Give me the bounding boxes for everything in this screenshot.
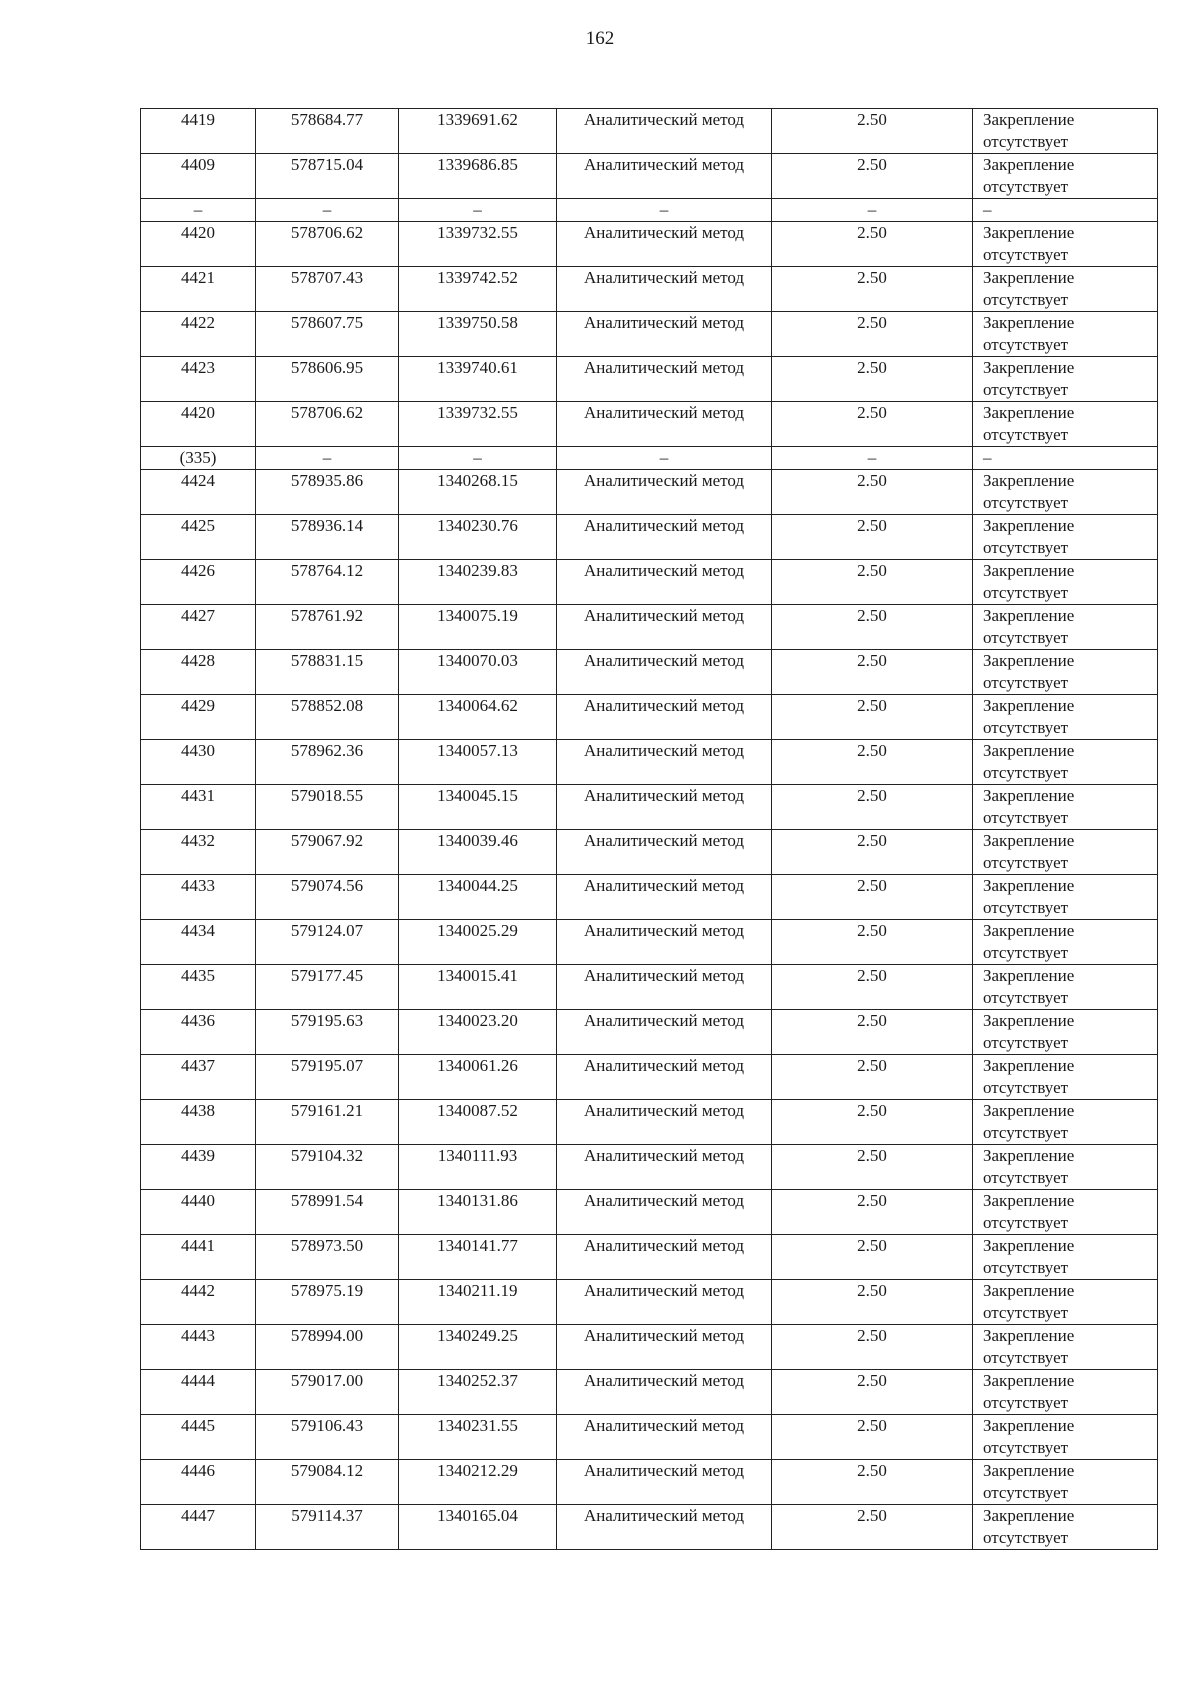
x-coordinate-cell: 579195.63	[256, 1010, 399, 1055]
fixing-description-cell: Закрепление отсутствует	[973, 1190, 1158, 1235]
x-coordinate-cell: 578935.86	[256, 470, 399, 515]
method-cell: Аналитический метод	[557, 1145, 772, 1190]
y-coordinate-cell: 1340268.15	[399, 470, 557, 515]
accuracy-cell: 2.50	[772, 1100, 973, 1145]
method-cell: Аналитический метод	[557, 560, 772, 605]
point-number-cell: 4427	[141, 605, 256, 650]
method-cell: Аналитический метод	[557, 1370, 772, 1415]
x-coordinate-cell: 578706.62	[256, 222, 399, 267]
fixing-description-cell: Закрепление отсутствует	[973, 740, 1158, 785]
table-row	[141, 785, 1158, 830]
method-cell: Аналитический метод	[557, 109, 772, 154]
table-row	[141, 1280, 1158, 1325]
point-number-cell: 4425	[141, 515, 256, 560]
table-row	[141, 1145, 1158, 1190]
y-coordinate-cell: 1339732.55	[399, 402, 557, 447]
accuracy-cell: 2.50	[772, 1505, 973, 1550]
accuracy-cell: 2.50	[772, 1010, 973, 1055]
fixing-description-cell: –	[973, 199, 1158, 222]
x-coordinate-cell: 578684.77	[256, 109, 399, 154]
fixing-description-cell: Закрепление отсутствует	[973, 695, 1158, 740]
x-coordinate-cell: 578975.19	[256, 1280, 399, 1325]
table-row	[141, 1100, 1158, 1145]
method-cell: Аналитический метод	[557, 154, 772, 199]
x-coordinate-cell: 578707.43	[256, 267, 399, 312]
point-number-cell: 4430	[141, 740, 256, 785]
accuracy-cell: 2.50	[772, 1055, 973, 1100]
x-coordinate-cell: 579195.07	[256, 1055, 399, 1100]
fixing-description-cell: Закрепление отсутствует	[973, 1325, 1158, 1370]
coordinates-table-body	[141, 109, 1158, 1550]
table-row	[141, 1370, 1158, 1415]
method-cell: Аналитический метод	[557, 515, 772, 560]
y-coordinate-cell: 1340165.04	[399, 1505, 557, 1550]
fixing-description-cell: Закрепление отсутствует	[973, 1145, 1158, 1190]
table-row	[141, 695, 1158, 740]
x-coordinate-cell: 579177.45	[256, 965, 399, 1010]
fixing-description-cell: Закрепление отсутствует	[973, 1235, 1158, 1280]
method-cell: –	[557, 199, 772, 222]
accuracy-cell: 2.50	[772, 785, 973, 830]
method-cell: Аналитический метод	[557, 1325, 772, 1370]
table-row	[141, 740, 1158, 785]
x-coordinate-cell: 579124.07	[256, 920, 399, 965]
point-number-cell: 4420	[141, 222, 256, 267]
accuracy-cell: 2.50	[772, 267, 973, 312]
x-coordinate-cell: 579074.56	[256, 875, 399, 920]
accuracy-cell: 2.50	[772, 695, 973, 740]
table-row	[141, 1325, 1158, 1370]
fixing-description-cell: Закрепление отсутствует	[973, 267, 1158, 312]
accuracy-cell: 2.50	[772, 154, 973, 199]
accuracy-cell: 2.50	[772, 920, 973, 965]
table-row	[141, 1505, 1158, 1550]
fixing-description-cell: Закрепление отсутствует	[973, 1415, 1158, 1460]
accuracy-cell: 2.50	[772, 470, 973, 515]
point-number-cell: 4431	[141, 785, 256, 830]
fixing-description-cell: Закрепление отсутствует	[973, 1280, 1158, 1325]
x-coordinate-cell: 579104.32	[256, 1145, 399, 1190]
x-coordinate-cell: 578607.75	[256, 312, 399, 357]
accuracy-cell: 2.50	[772, 1370, 973, 1415]
method-cell: Аналитический метод	[557, 222, 772, 267]
table-row	[141, 515, 1158, 560]
x-coordinate-cell: 578715.04	[256, 154, 399, 199]
fixing-description-cell: Закрепление отсутствует	[973, 830, 1158, 875]
y-coordinate-cell: 1340087.52	[399, 1100, 557, 1145]
table-row	[141, 830, 1158, 875]
fixing-description-cell: –	[973, 447, 1158, 470]
y-coordinate-cell: 1339732.55	[399, 222, 557, 267]
method-cell: Аналитический метод	[557, 1415, 772, 1460]
table-row	[141, 470, 1158, 515]
accuracy-cell: 2.50	[772, 222, 973, 267]
method-cell: Аналитический метод	[557, 1235, 772, 1280]
y-coordinate-cell: 1340131.86	[399, 1190, 557, 1235]
fixing-description-cell: Закрепление отсутствует	[973, 470, 1158, 515]
table-row	[141, 920, 1158, 965]
y-coordinate-cell: 1339740.61	[399, 357, 557, 402]
page-number: 162	[585, 28, 615, 49]
accuracy-cell: 2.50	[772, 1145, 973, 1190]
table-row	[141, 312, 1158, 357]
point-number-cell: 4432	[141, 830, 256, 875]
fixing-description-cell: Закрепление отсутствует	[973, 402, 1158, 447]
table-row	[141, 402, 1158, 447]
y-coordinate-cell: 1340249.25	[399, 1325, 557, 1370]
fixing-description-cell: Закрепление отсутствует	[973, 312, 1158, 357]
table-row	[141, 1235, 1158, 1280]
method-cell: Аналитический метод	[557, 402, 772, 447]
accuracy-cell: 2.50	[772, 312, 973, 357]
y-coordinate-cell: 1340111.93	[399, 1145, 557, 1190]
accuracy-cell: 2.50	[772, 740, 973, 785]
x-coordinate-cell: 578852.08	[256, 695, 399, 740]
table-row	[141, 605, 1158, 650]
table-row	[141, 222, 1158, 267]
method-cell: Аналитический метод	[557, 1460, 772, 1505]
y-coordinate-cell: –	[399, 447, 557, 470]
method-cell: Аналитический метод	[557, 1280, 772, 1325]
point-number-cell: 4441	[141, 1235, 256, 1280]
point-number-cell: 4443	[141, 1325, 256, 1370]
y-coordinate-cell: 1340211.19	[399, 1280, 557, 1325]
point-number-cell: 4440	[141, 1190, 256, 1235]
accuracy-cell: 2.50	[772, 650, 973, 695]
fixing-description-cell: Закрепление отсутствует	[973, 875, 1158, 920]
point-number-cell: 4439	[141, 1145, 256, 1190]
y-coordinate-cell: 1340045.15	[399, 785, 557, 830]
point-number-cell: 4409	[141, 154, 256, 199]
x-coordinate-cell: 578761.92	[256, 605, 399, 650]
x-coordinate-cell: 578991.54	[256, 1190, 399, 1235]
fixing-description-cell: Закрепление отсутствует	[973, 650, 1158, 695]
point-number-cell: 4447	[141, 1505, 256, 1550]
accuracy-cell: 2.50	[772, 402, 973, 447]
x-coordinate-cell: 578606.95	[256, 357, 399, 402]
fixing-description-cell: Закрепление отсутствует	[973, 515, 1158, 560]
point-number-cell: 4438	[141, 1100, 256, 1145]
y-coordinate-cell: 1340230.76	[399, 515, 557, 560]
table-row	[141, 1460, 1158, 1505]
fixing-description-cell: Закрепление отсутствует	[973, 222, 1158, 267]
point-number-cell: 4444	[141, 1370, 256, 1415]
point-number-cell: 4437	[141, 1055, 256, 1100]
accuracy-cell: 2.50	[772, 1190, 973, 1235]
method-cell: Аналитический метод	[557, 875, 772, 920]
y-coordinate-cell: 1340044.25	[399, 875, 557, 920]
method-cell: Аналитический метод	[557, 357, 772, 402]
x-coordinate-cell: 579084.12	[256, 1460, 399, 1505]
accuracy-cell: 2.50	[772, 357, 973, 402]
point-number-cell: 4433	[141, 875, 256, 920]
accuracy-cell: 2.50	[772, 875, 973, 920]
x-coordinate-cell: 579161.21	[256, 1100, 399, 1145]
table-row	[141, 1190, 1158, 1235]
fixing-description-cell: Закрепление отсутствует	[973, 1100, 1158, 1145]
method-cell: Аналитический метод	[557, 740, 772, 785]
table-row	[141, 560, 1158, 605]
y-coordinate-cell: –	[399, 199, 557, 222]
fixing-description-cell: Закрепление отсутствует	[973, 154, 1158, 199]
table-row	[141, 109, 1158, 154]
method-cell: Аналитический метод	[557, 650, 772, 695]
y-coordinate-cell: 1339691.62	[399, 109, 557, 154]
accuracy-cell: –	[772, 447, 973, 470]
fixing-description-cell: Закрепление отсутствует	[973, 785, 1158, 830]
table-row	[141, 1010, 1158, 1055]
x-coordinate-cell: 578973.50	[256, 1235, 399, 1280]
y-coordinate-cell: 1340025.29	[399, 920, 557, 965]
fixing-description-cell: Закрепление отсутствует	[973, 1505, 1158, 1550]
point-number-cell: 4436	[141, 1010, 256, 1055]
point-number-cell: 4419	[141, 109, 256, 154]
point-number-cell: 4421	[141, 267, 256, 312]
method-cell: Аналитический метод	[557, 785, 772, 830]
y-coordinate-cell: 1339750.58	[399, 312, 557, 357]
fixing-description-cell: Закрепление отсутствует	[973, 1460, 1158, 1505]
y-coordinate-cell: 1340064.62	[399, 695, 557, 740]
separator-row	[141, 199, 1158, 222]
accuracy-cell: 2.50	[772, 515, 973, 560]
y-coordinate-cell: 1340039.46	[399, 830, 557, 875]
fixing-description-cell: Закрепление отсутствует	[973, 965, 1158, 1010]
accuracy-cell: 2.50	[772, 965, 973, 1010]
y-coordinate-cell: 1340057.13	[399, 740, 557, 785]
y-coordinate-cell: 1340023.20	[399, 1010, 557, 1055]
accuracy-cell: 2.50	[772, 830, 973, 875]
method-cell: Аналитический метод	[557, 1010, 772, 1055]
accuracy-cell: 2.50	[772, 1415, 973, 1460]
y-coordinate-cell: 1340231.55	[399, 1415, 557, 1460]
fixing-description-cell: Закрепление отсутствует	[973, 1010, 1158, 1055]
table-row	[141, 267, 1158, 312]
point-number-cell: 4424	[141, 470, 256, 515]
method-cell: Аналитический метод	[557, 920, 772, 965]
x-coordinate-cell: 578831.15	[256, 650, 399, 695]
method-cell: Аналитический метод	[557, 1100, 772, 1145]
x-coordinate-cell: 579067.92	[256, 830, 399, 875]
method-cell: Аналитический метод	[557, 605, 772, 650]
fixing-description-cell: Закрепление отсутствует	[973, 605, 1158, 650]
point-number-cell: 4442	[141, 1280, 256, 1325]
fixing-description-cell: Закрепление отсутствует	[973, 109, 1158, 154]
method-cell: Аналитический метод	[557, 312, 772, 357]
accuracy-cell: 2.50	[772, 1325, 973, 1370]
separator-row	[141, 447, 1158, 470]
point-number-cell: 4445	[141, 1415, 256, 1460]
method-cell: Аналитический метод	[557, 470, 772, 515]
x-coordinate-cell: 579114.37	[256, 1505, 399, 1550]
x-coordinate-cell: 578764.12	[256, 560, 399, 605]
point-number-cell: 4422	[141, 312, 256, 357]
accuracy-cell: 2.50	[772, 560, 973, 605]
y-coordinate-cell: 1340015.41	[399, 965, 557, 1010]
y-coordinate-cell: 1340075.19	[399, 605, 557, 650]
y-coordinate-cell: 1340239.83	[399, 560, 557, 605]
table-row	[141, 154, 1158, 199]
method-cell: Аналитический метод	[557, 695, 772, 740]
method-cell: –	[557, 447, 772, 470]
accuracy-cell: 2.50	[772, 109, 973, 154]
method-cell: Аналитический метод	[557, 965, 772, 1010]
accuracy-cell: 2.50	[772, 1280, 973, 1325]
coordinates-table	[140, 108, 1158, 1550]
x-coordinate-cell: 578962.36	[256, 740, 399, 785]
point-number-cell: 4428	[141, 650, 256, 695]
x-coordinate-cell: 578706.62	[256, 402, 399, 447]
y-coordinate-cell: 1339686.85	[399, 154, 557, 199]
method-cell: Аналитический метод	[557, 830, 772, 875]
point-number-cell: –	[141, 199, 256, 222]
fixing-description-cell: Закрепление отсутствует	[973, 560, 1158, 605]
y-coordinate-cell: 1340141.77	[399, 1235, 557, 1280]
point-number-cell: (335)	[141, 447, 256, 470]
point-number-cell: 4446	[141, 1460, 256, 1505]
accuracy-cell: 2.50	[772, 1235, 973, 1280]
table-row	[141, 650, 1158, 695]
table-row	[141, 965, 1158, 1010]
point-number-cell: 4435	[141, 965, 256, 1010]
y-coordinate-cell: 1340061.26	[399, 1055, 557, 1100]
method-cell: Аналитический метод	[557, 1505, 772, 1550]
accuracy-cell: 2.50	[772, 605, 973, 650]
fixing-description-cell: Закрепление отсутствует	[973, 1370, 1158, 1415]
method-cell: Аналитический метод	[557, 1190, 772, 1235]
x-coordinate-cell: 578936.14	[256, 515, 399, 560]
y-coordinate-cell: 1340212.29	[399, 1460, 557, 1505]
fixing-description-cell: Закрепление отсутствует	[973, 920, 1158, 965]
y-coordinate-cell: 1340252.37	[399, 1370, 557, 1415]
table-row	[141, 1055, 1158, 1100]
y-coordinate-cell: 1340070.03	[399, 650, 557, 695]
table-row	[141, 875, 1158, 920]
table-row	[141, 357, 1158, 402]
fixing-description-cell: Закрепление отсутствует	[973, 1055, 1158, 1100]
x-coordinate-cell: –	[256, 447, 399, 470]
point-number-cell: 4426	[141, 560, 256, 605]
x-coordinate-cell: 579106.43	[256, 1415, 399, 1460]
point-number-cell: 4420	[141, 402, 256, 447]
point-number-cell: 4434	[141, 920, 256, 965]
accuracy-cell: 2.50	[772, 1460, 973, 1505]
accuracy-cell: –	[772, 199, 973, 222]
method-cell: Аналитический метод	[557, 1055, 772, 1100]
method-cell: Аналитический метод	[557, 267, 772, 312]
x-coordinate-cell: 578994.00	[256, 1325, 399, 1370]
fixing-description-cell: Закрепление отсутствует	[973, 357, 1158, 402]
x-coordinate-cell: 579018.55	[256, 785, 399, 830]
x-coordinate-cell: –	[256, 199, 399, 222]
point-number-cell: 4429	[141, 695, 256, 740]
y-coordinate-cell: 1339742.52	[399, 267, 557, 312]
point-number-cell: 4423	[141, 357, 256, 402]
x-coordinate-cell: 579017.00	[256, 1370, 399, 1415]
table-row	[141, 1415, 1158, 1460]
